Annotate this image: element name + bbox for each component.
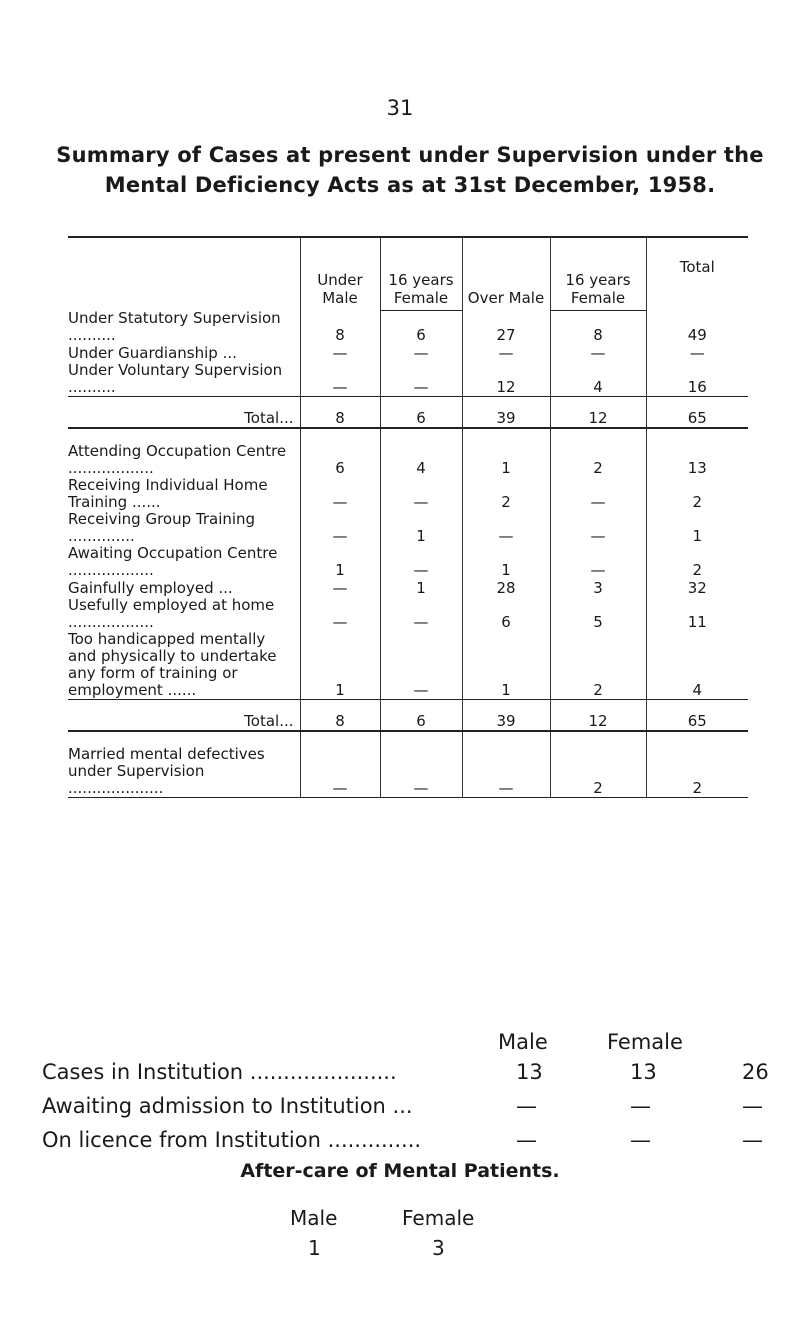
col-over16-male: Over Male	[462, 238, 550, 310]
table-row	[68, 344, 748, 362]
row-value: —	[380, 344, 462, 362]
row-value: —	[462, 746, 550, 798]
row-value: 8	[550, 310, 646, 344]
inst-row-label: Awaiting admission to Institution ...	[42, 1094, 413, 1118]
table-row	[68, 631, 748, 700]
row-value: 1	[646, 511, 748, 545]
row-value: —	[380, 746, 462, 798]
inst-row-total: —	[742, 1128, 763, 1152]
inst-row-male: 13	[516, 1060, 543, 1084]
row-value: 1	[300, 631, 380, 700]
row-value: 1	[380, 579, 462, 597]
table-row	[68, 511, 748, 545]
table-row	[68, 579, 748, 597]
row-value: 4	[380, 443, 462, 477]
row-label: Attending Occupation Centre ..................	[68, 442, 287, 477]
supervision-table	[68, 236, 748, 798]
total-row-2	[68, 700, 748, 732]
row-value: —	[300, 362, 380, 397]
row-value: 11	[646, 597, 748, 631]
row-value: —	[380, 631, 462, 700]
aftercare-female-value: 3	[432, 1236, 445, 1260]
row-label: Receiving Individual Home Training ......	[68, 476, 268, 511]
table-row	[68, 310, 748, 344]
inst-header-male: Male	[498, 1030, 548, 1054]
row-value: —	[550, 477, 646, 511]
row-label: Under Voluntary Supervision ..........	[68, 362, 300, 397]
row-value: 6	[380, 397, 462, 429]
inst-row-female: —	[630, 1128, 651, 1152]
aftercare-title: After-care of Mental Patients.	[240, 1160, 560, 1182]
row-value: 65	[646, 397, 748, 429]
row-value: 27	[462, 310, 550, 344]
row-label: Married mental defectives under Supervision ....................	[68, 746, 300, 798]
table-row	[68, 362, 748, 397]
row-value: —	[646, 344, 748, 362]
row-label: Receiving Group Training ..............	[68, 510, 256, 545]
table-row	[68, 443, 748, 477]
section1-rows	[68, 310, 748, 397]
aftercare-male-value: 1	[308, 1236, 321, 1260]
row-value: 8	[300, 310, 380, 344]
inst-header-female: Female	[607, 1030, 683, 1054]
row-value: —	[300, 597, 380, 631]
row-value: 5	[550, 597, 646, 631]
row-value: —	[550, 511, 646, 545]
row-value: 28	[462, 579, 550, 597]
row-value: 6	[380, 700, 462, 732]
row-value: —	[380, 545, 462, 579]
row-value: 2	[646, 545, 748, 579]
row-value: 39	[462, 397, 550, 429]
row-value: 2	[646, 477, 748, 511]
row-value: 12	[550, 397, 646, 429]
row-value: 13	[646, 443, 748, 477]
col-total: Total	[646, 238, 748, 310]
row-value: —	[300, 746, 380, 798]
row-label: Usefully employed at home ..................	[68, 596, 275, 631]
row-value: —	[550, 545, 646, 579]
aftercare-header-female: Female	[402, 1206, 475, 1230]
row-value: 65	[646, 700, 748, 732]
married-row	[68, 746, 748, 798]
row-value: 8	[300, 397, 380, 429]
page-title	[30, 140, 790, 200]
row-value: 32	[646, 579, 748, 597]
row-label: Total...	[68, 397, 300, 429]
institution-row	[42, 1060, 769, 1094]
row-value: 2	[550, 746, 646, 798]
row-label: Under Guardianship ...	[68, 344, 237, 362]
row-value: 39	[462, 700, 550, 732]
aftercare-header-male: Male	[290, 1206, 338, 1230]
row-value: 1	[380, 511, 462, 545]
row-value: 12	[462, 362, 550, 397]
page-number: 31	[386, 96, 414, 120]
row-label: Awaiting Occupation Centre ..................	[68, 544, 278, 579]
row-value: —	[550, 344, 646, 362]
row-value: 1	[462, 443, 550, 477]
institution-summary	[42, 1030, 769, 1162]
row-value: —	[380, 477, 462, 511]
row-label: Under Statutory Supervision ..........	[68, 309, 281, 344]
inst-row-female: —	[630, 1094, 651, 1118]
inst-row-total: —	[742, 1094, 763, 1118]
row-value: —	[300, 477, 380, 511]
inst-row-label: Cases in Institution ......................	[42, 1060, 397, 1084]
row-value: 16	[646, 362, 748, 397]
inst-row-total: 26	[742, 1060, 769, 1084]
row-value: —	[300, 344, 380, 362]
row-value: 8	[300, 700, 380, 732]
row-label: Too handicapped mentally and physically to undertake any form of training or employment ......	[68, 631, 300, 700]
inst-row-male: —	[516, 1094, 537, 1118]
row-value: 2	[646, 746, 748, 798]
row-label: Gainfully employed ...	[68, 579, 233, 597]
row-value: 6	[300, 443, 380, 477]
row-value: 4	[646, 631, 748, 700]
row-value: 12	[550, 700, 646, 732]
row-value: —	[462, 344, 550, 362]
title-line-1: Summary of Cases at present under Supervision under the	[56, 143, 764, 167]
row-value: 1	[462, 631, 550, 700]
institution-row	[42, 1094, 762, 1128]
col-under16-female: 16 years Female	[380, 238, 462, 310]
row-value: 1	[300, 545, 380, 579]
row-value: 49	[646, 310, 748, 344]
row-value: —	[380, 597, 462, 631]
row-value: 2	[550, 443, 646, 477]
col-under16-male: Under Male	[300, 238, 380, 310]
row-value: 2	[462, 477, 550, 511]
total-row-1	[68, 397, 748, 429]
section2-rows	[68, 443, 748, 700]
inst-row-male: —	[516, 1128, 537, 1152]
row-value: —	[462, 511, 550, 545]
row-value: —	[300, 511, 380, 545]
title-line-2: Mental Deficiency Acts as at 31st December, 1958.	[104, 173, 716, 197]
row-value: 2	[550, 631, 646, 700]
row-value: 3	[550, 579, 646, 597]
table-row	[68, 545, 748, 579]
row-value: —	[380, 362, 462, 397]
row-value: 4	[550, 362, 646, 397]
institution-row	[42, 1128, 762, 1162]
table-row	[68, 597, 748, 631]
row-label: Total...	[68, 700, 300, 732]
row-value: 1	[462, 545, 550, 579]
row-value: 6	[380, 310, 462, 344]
row-value: —	[300, 579, 380, 597]
row-value: 6	[462, 597, 550, 631]
inst-row-female: 13	[630, 1060, 657, 1084]
inst-row-label: On licence from Institution ..............	[42, 1128, 422, 1152]
table-row	[68, 477, 748, 511]
col-over16-female: 16 years Female	[550, 238, 646, 310]
